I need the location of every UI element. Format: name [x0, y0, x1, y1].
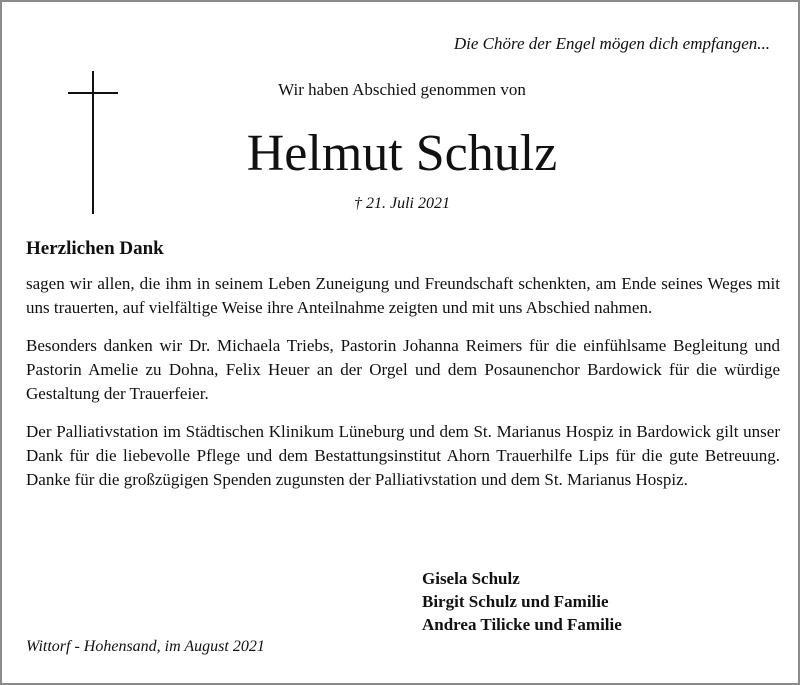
death-date: † 21. Juli 2021	[354, 195, 450, 212]
signature-line: Gisela Schulz	[422, 569, 520, 588]
thanks-body	[26, 272, 780, 506]
deceased-name: Helmut Schulz	[246, 125, 558, 182]
thanks-paragraph: Der Palliativstation im Städtischen Klinikum Lüneburg und dem St. Marianus Hospiz in Bardowick gilt unser Dank für die liebevolle Pflege und dem Bestattungsinstitut Ahorn Trauerhilfe Lips für die gute Betreuung. Danke für die großzügigen Spenden zugunsten der Palliativstation und dem St. Marianus Hospiz.	[26, 422, 780, 489]
thanks-paragraph: sagen wir allen, die ihm in seinem Leben Zuneigung und Freundschaft schenkten, am Ende seines Weges mit uns trauerten, auf vielfältige Weise ihre Anteilnahme zeigten und mit uns Abschied nahmen.	[26, 274, 780, 317]
place-date: Wittorf - Hohensand, im August 2021	[26, 638, 265, 655]
intro-text: Wir haben Abschied genommen von	[278, 80, 526, 99]
signature-line: Andrea Tilicke und Familie	[422, 615, 622, 634]
signature-line: Birgit Schulz und Familie	[422, 592, 609, 611]
signature-block	[422, 567, 622, 636]
motto-text: Die Chöre der Engel mögen dich empfangen...	[453, 34, 770, 53]
thanks-heading: Herzlichen Dank	[26, 238, 164, 259]
thanks-paragraph: Besonders danken wir Dr. Michaela Triebs, Pastorin Johanna Reimers für die einfühlsame Begleitung und Pastorin Amelie zu Dohna, Felix Heuer an der Orgel und dem Posaunenchor Bardowick für die würdige Gestaltung der Trauerfeier.	[26, 336, 780, 403]
